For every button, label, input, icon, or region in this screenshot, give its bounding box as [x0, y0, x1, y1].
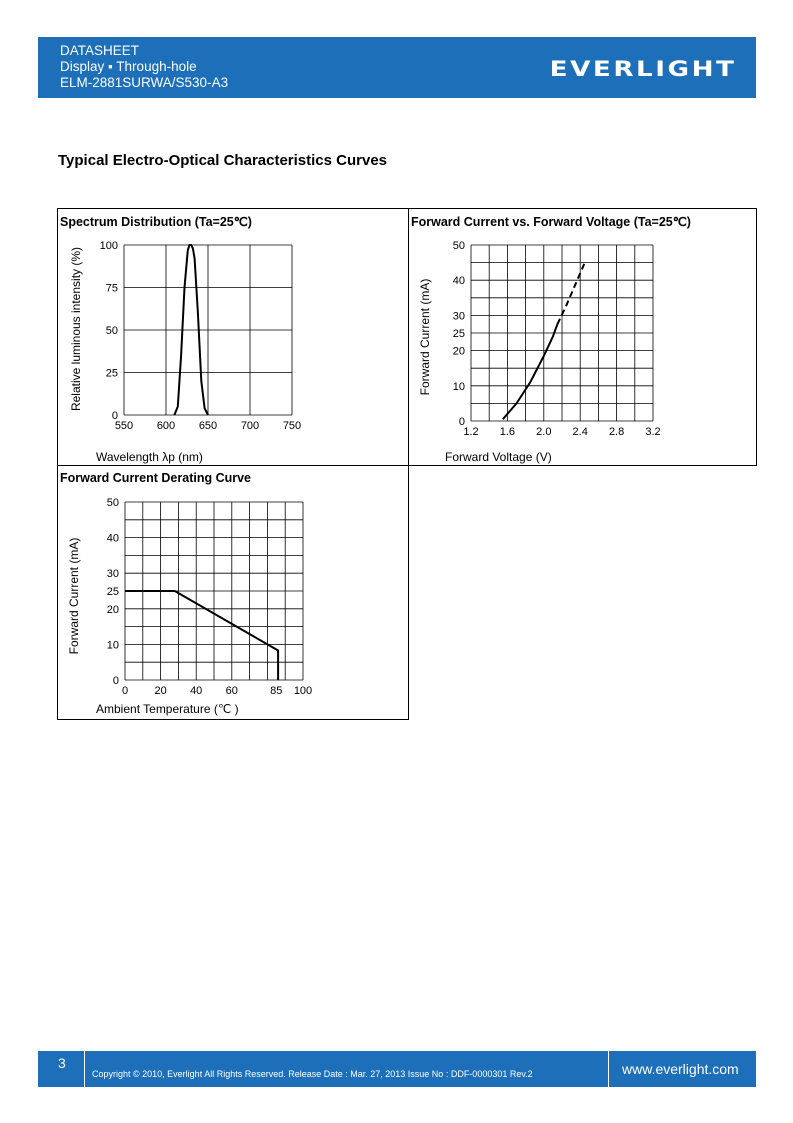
y-tick-label: 10 [106, 639, 119, 652]
y-axis-label: Forward Current (mA) [67, 537, 81, 655]
y-tick-label: 20 [106, 603, 119, 616]
y-tick-label: 0 [112, 675, 119, 687]
x-tick-label: 100 [293, 685, 313, 697]
data-line [503, 324, 558, 419]
derating-panel [57, 465, 409, 720]
y-tick-label: 50 [105, 325, 118, 337]
x-tick-label: 0 [121, 685, 129, 697]
section-title: Typical Electro-Optical Characteristics Curves [58, 152, 388, 169]
x-tick-label: 550 [114, 420, 134, 432]
data-line [557, 263, 584, 325]
y-axis-label: Forward Current (mA) [418, 278, 432, 396]
derating-title: Forward Current Derating Curve [60, 471, 252, 485]
x-tick-label: 750 [282, 420, 302, 432]
derating-chart [58, 466, 408, 719]
y-axis-label: Relative luminous intensity (%) [69, 246, 83, 412]
y-tick-label: 50 [106, 497, 119, 509]
header-bar [38, 37, 756, 98]
x-tick-label: 2.8 [608, 426, 625, 438]
x-tick-label: 2.4 [572, 426, 588, 438]
x-axis-label: Forward Voltage (V) [445, 450, 552, 464]
x-tick-label: 40 [190, 685, 203, 697]
spectrum-chart [58, 209, 408, 465]
x-axis-label: Wavelength λp (nm) [96, 450, 203, 464]
y-tick-label: 50 [452, 240, 465, 252]
footer-divider [608, 1051, 609, 1087]
x-tick-label: 700 [240, 420, 260, 432]
iv-panel [408, 208, 757, 466]
x-tick-label: 600 [156, 420, 176, 432]
y-tick-label: 25 [105, 367, 118, 380]
page-number: 3 [58, 1055, 66, 1071]
x-tick-label: 85 [270, 685, 283, 697]
footer-divider [84, 1051, 85, 1087]
x-axis-label: Ambient Temperature (℃ ) [96, 702, 239, 716]
x-tick-label: 20 [154, 685, 167, 697]
y-tick-label: 30 [452, 310, 465, 323]
header-part-number: ELM-2881SURWA/S530-A3 [60, 75, 229, 90]
iv-title: Forward Current vs. Forward Voltage (Ta=25℃) [411, 215, 691, 229]
x-tick-label: 3.2 [645, 426, 661, 438]
y-tick-label: 40 [452, 275, 465, 288]
x-tick-label: 1.6 [499, 426, 516, 438]
x-tick-label: 60 [225, 685, 238, 697]
x-tick-label: 1.2 [463, 426, 479, 438]
data-line [125, 591, 278, 680]
x-tick-label: 650 [198, 420, 218, 432]
y-tick-label: 0 [458, 416, 465, 428]
x-tick-label: 2.0 [536, 426, 552, 438]
y-tick-label: 75 [105, 282, 118, 295]
y-tick-label: 40 [106, 532, 119, 545]
y-tick-label: 0 [111, 410, 118, 422]
y-tick-label: 100 [99, 240, 118, 252]
website-link[interactable]: www.everlight.com [622, 1061, 739, 1077]
header-category: Display ▪ Through-hole [60, 59, 197, 74]
everlight-logo: EVERLIGHT [549, 57, 736, 81]
y-tick-label: 25 [452, 328, 465, 340]
spectrum-title: Spectrum Distribution (Ta=25℃) [60, 215, 252, 229]
y-tick-label: 20 [452, 345, 465, 358]
footer-bar [38, 1051, 756, 1087]
y-tick-label: 30 [106, 568, 119, 581]
copyright-text: Copyright © 2010, Everlight All Rights Reserved. Release Date : Mar. 27, 2013 Issue No : DDF-0000301 Rev.2 [92, 1069, 533, 1079]
y-tick-label: 10 [452, 380, 465, 393]
spectrum-panel [57, 208, 409, 466]
header-text [60, 43, 228, 91]
header-doc-type: DATASHEET [60, 43, 140, 58]
iv-chart [409, 209, 756, 465]
y-tick-label: 25 [106, 586, 119, 598]
